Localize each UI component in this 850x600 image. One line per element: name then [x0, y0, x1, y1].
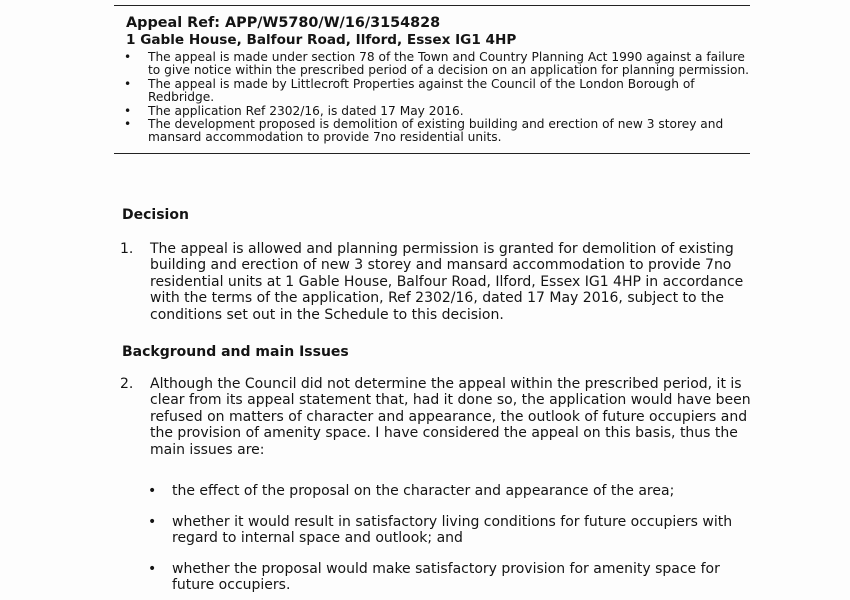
paragraph-number: 2. [120, 376, 134, 392]
appeal-detail-item: • The appeal is made by Littlecroft Properties against the Council of the London Borough of Redbridge. [124, 76, 695, 105]
decision-text: The appeal is allowed and planning permission is granted for demolition of existing building and erection of new 3 storey and mansard accommodation to provide 7no residential units at 1 Gable House, Balfour Road, Ilford, Essex IG1 4HP in accordance with the terms of the application, Ref 2302/16, dated 17 May 2016, subject to the conditions set out in the Schedule to this decision. [150, 241, 744, 323]
bullet-icon: • [124, 103, 132, 118]
appeal-reference: Appeal Ref: APP/W5780/W/16/3154828 [126, 15, 441, 31]
appeal-detail-item: • The development proposed is demolition of existing building and erection of new 3 storey and mansard accommodation to provide 7no residential units. [124, 117, 724, 145]
bullet-icon: • [148, 514, 157, 530]
bullet-icon: • [124, 117, 132, 132]
paragraph-number: 1. [120, 241, 134, 257]
bullet-icon: • [124, 76, 132, 91]
main-issue-item: • the effect of the proposal on the character and appearance of the area; [148, 483, 675, 499]
background-heading: Background and main Issues [122, 344, 349, 360]
site-address: 1 Gable House, Balfour Road, Ilford, Essex IG1 4HP [126, 32, 517, 48]
main-issue-item: • whether the proposal would make satisfactory provision for amenity space for future occupiers. [148, 561, 720, 594]
main-issue-item: • whether it would result in satisfactory living conditions for future occupiers with regard to internal space and outlook; and [148, 514, 733, 547]
bullet-icon: • [124, 50, 132, 64]
bullet-icon: • [148, 561, 157, 577]
background-text: Although the Council did not determine the appeal within the prescribed period, it is clear from its appeal statement that, had it done so, the application would have been refused on matters of character and appearance, the outlook of future occupiers and the provision of amenity space. I have considered the appeal on this basis, thus the main issues are: [150, 376, 751, 458]
appeal-detail-item: • The application Ref 2302/16, is dated 17 May 2016. [124, 103, 464, 118]
top-rule [114, 5, 750, 6]
background-paragraph [120, 376, 760, 458]
decision-paragraph [120, 241, 760, 323]
decision-heading: Decision [122, 207, 189, 223]
appeal-detail-item: • The appeal is made under section 78 of the Town and Country Planning Act 1990 against a failure to give notice within the prescribed period of a decision on an application for planning permission. [124, 50, 750, 78]
bullet-icon: • [148, 483, 157, 499]
appeal-summary-box [114, 14, 750, 154]
appeal-details-list [114, 51, 750, 145]
